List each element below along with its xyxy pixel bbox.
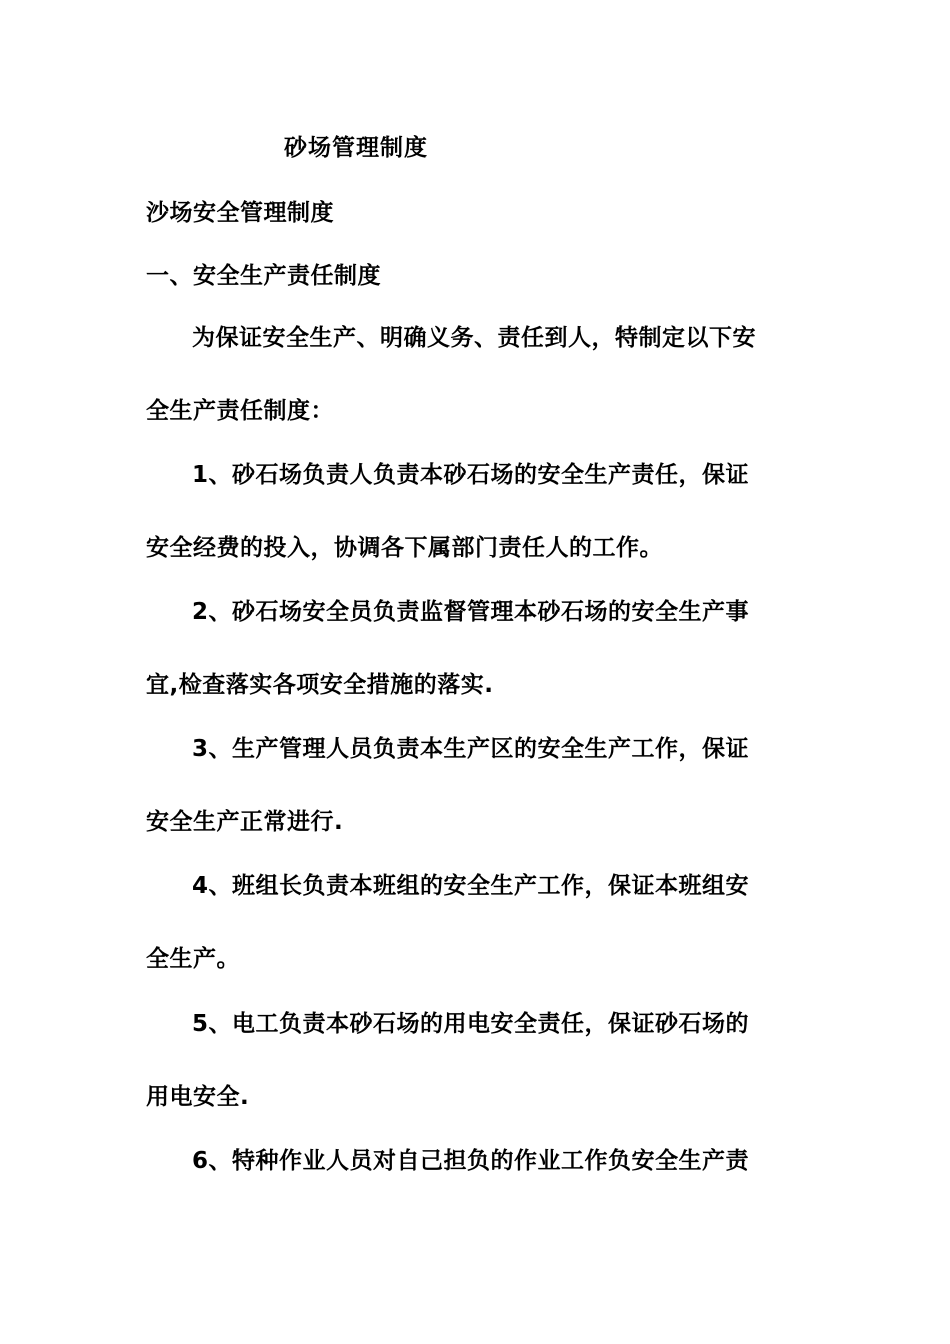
list-item-4-line: 4、班组长负责本班组的安全生产工作，保证本班组安 xyxy=(192,873,750,899)
list-item-4-line: 全生产。 xyxy=(146,946,240,972)
list-item-5-line: 用电安全. xyxy=(146,1084,250,1110)
document-title: 砂场管理制度 xyxy=(284,135,428,161)
paragraph-line: 为保证安全生产、明确义务、责任到人，特制定以下安 xyxy=(192,325,756,351)
list-item-6-line: 6、特种作业人员对自己担负的作业工作负安全生产责 xyxy=(192,1148,750,1174)
list-item-3-line: 安全生产正常进行. xyxy=(146,809,344,835)
paragraph-line: 全生产责任制度： xyxy=(146,398,334,424)
list-item-2-line: 宜,检查落实各项安全措施的落实. xyxy=(146,672,494,698)
list-item-5-line: 5、电工负责本砂石场的用电安全责任，保证砂石场的 xyxy=(192,1011,750,1037)
list-item-2-line: 2、砂石场安全员负责监督管理本砂石场的安全生产事 xyxy=(192,599,750,625)
list-item-3-line: 3、生产管理人员负责本生产区的安全生产工作，保证 xyxy=(192,736,750,762)
list-item-1-line: 安全经费的投入，协调各下属部门责任人的工作。 xyxy=(146,535,663,561)
section-title: 一、安全生产责任制度 xyxy=(146,263,381,289)
document-heading: 沙场安全管理制度 xyxy=(146,200,334,226)
list-item-1-line: 1、砂石场负责人负责本砂石场的安全生产责任，保证 xyxy=(192,462,750,488)
